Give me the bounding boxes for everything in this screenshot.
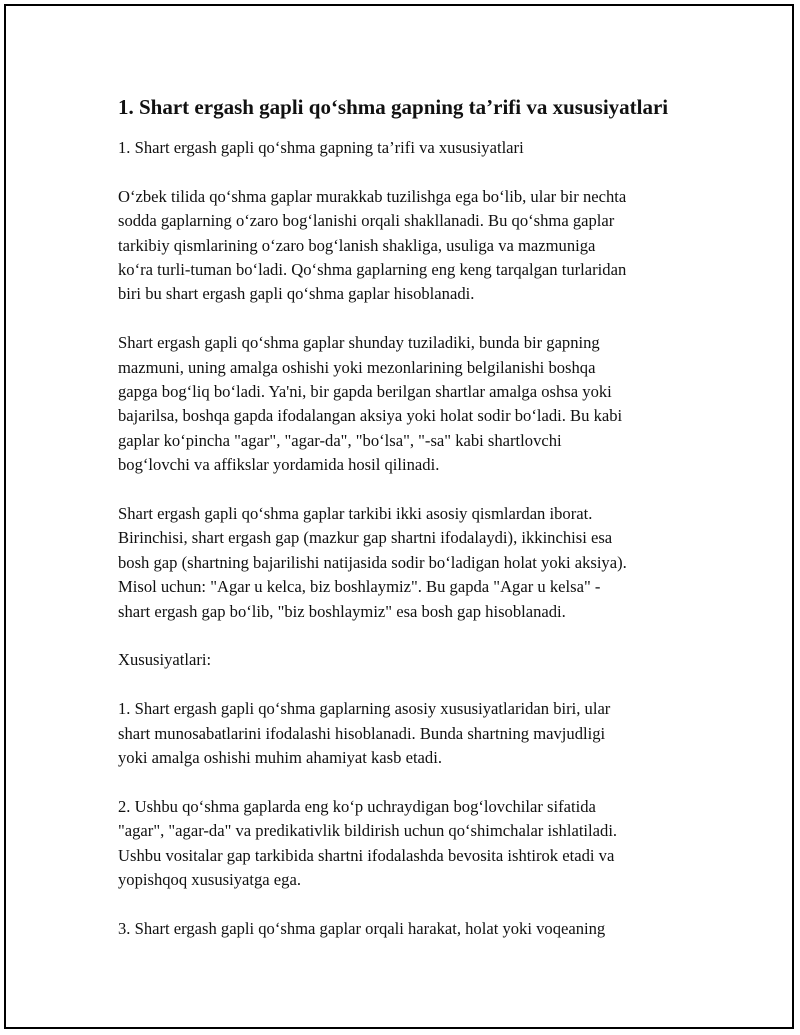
text-line: 1. Shart ergash gapli qo‘shma gapning ta’rifi va xususiyatlari (118, 138, 524, 157)
text-line: tarkibiy qismlarining o‘zaro bog‘lanish shakliga, usuliga va mazmuniga (118, 235, 596, 255)
text-line: O‘zbek tilida qo‘shma gaplar murakkab tuzilishga ega bo‘lib, ular bir nechta (118, 186, 627, 206)
text-line: bajarilsa, boshqa gapda ifodalangan aksiya yoki holat sodir bo‘ladi. Bu kabi (118, 406, 623, 426)
paragraph (118, 331, 688, 477)
text-line: Ushbu vositalar gap tarkibida shartni ifodalashda bevosita ishtirok etadi va (118, 845, 615, 865)
text-line: bog‘lovchi va affikslar yordamida hosil qilinadi. (118, 455, 440, 475)
text-line: mazmuni, uning amalga oshishi yoki mezonlarining belgilanishi boshqa (118, 357, 596, 377)
document-body (118, 94, 688, 966)
text-line: 3. Shart ergash gapli qo‘shma gaplar orqali harakat, holat yoki voqeaning (118, 918, 606, 938)
text-line: yoki amalga oshishi muhim ahamiyat kasb etadi. (118, 748, 442, 768)
text-line: shart ergash gap bo‘lib, "biz boshlaymiz" esa bosh gap hisoblanadi. (118, 601, 566, 621)
document-title: 1. Shart ergash gapli qo‘shma gapning ta’rifi va xususiyatlari (118, 95, 669, 119)
text-line: Birinchisi, shart ergash gap (mazkur gap shartni ifodalaydi), ikkinchisi esa (118, 528, 613, 548)
paragraph (118, 648, 688, 672)
text-line: 2. Ushbu qo‘shma gaplarda eng ko‘p uchraydigan bog‘lovchilar sifatida (118, 796, 596, 816)
text-line: ko‘ra turli-tuman bo‘ladi. Qo‘shma gaplarning eng keng tarqalgan turlaridan (118, 260, 627, 280)
text-line: gaplar ko‘pincha "agar", "agar-da", "bo‘lsa", "-sa" kabi shartlovchi (118, 430, 562, 450)
text-line: Shart ergash gapli qo‘shma gaplar shunday tuziladiki, bunda bir gapning (118, 333, 600, 353)
text-line: yopishqoq xususiyatga ega. (118, 870, 301, 890)
text-line: bosh gap (shartning bajarilishi natijasida sodir bo‘ladigan holat yoki aksiya). (118, 552, 627, 572)
text-line: Xususiyatlari: (118, 650, 212, 670)
paragraph (118, 185, 688, 307)
paragraph (118, 917, 688, 941)
text-line: 1. Shart ergash gapli qo‘shma gaplarning asosiy xususiyatlaridan biri, ular (118, 699, 611, 719)
text-line: biri bu shart ergash gapli qo‘shma gaplar hisoblanadi. (118, 284, 475, 304)
paragraph (118, 795, 688, 893)
text-line: Shart ergash gapli qo‘shma gaplar tarkibi ikki asosiy qismlardan iborat. (118, 504, 593, 524)
paragraph-list (118, 136, 688, 941)
paragraph (118, 502, 688, 624)
text-line: Misol uchun: "Agar u kelca, biz boshlaymiz". Bu gapda "Agar u kelsa" - (118, 577, 601, 597)
text-line: "agar", "agar-da" va predikativlik bildirish uchun qo‘shimchalar ishlatiladi. (118, 821, 618, 841)
paragraph (118, 136, 688, 160)
text-line: gapga bog‘liq bo‘ladi. Ya'ni, bir gapda berilgan shartlar amalga oshsa yoki (118, 382, 612, 402)
text-line: sodda gaplarning o‘zaro bog‘lanishi orqali shakllanadi. Bu qo‘shma gaplar (118, 211, 615, 231)
paragraph (118, 697, 688, 770)
text-line: shart munosabatlarini ifodalashi hisoblanadi. Bunda shartning mavjudligi (118, 723, 606, 743)
